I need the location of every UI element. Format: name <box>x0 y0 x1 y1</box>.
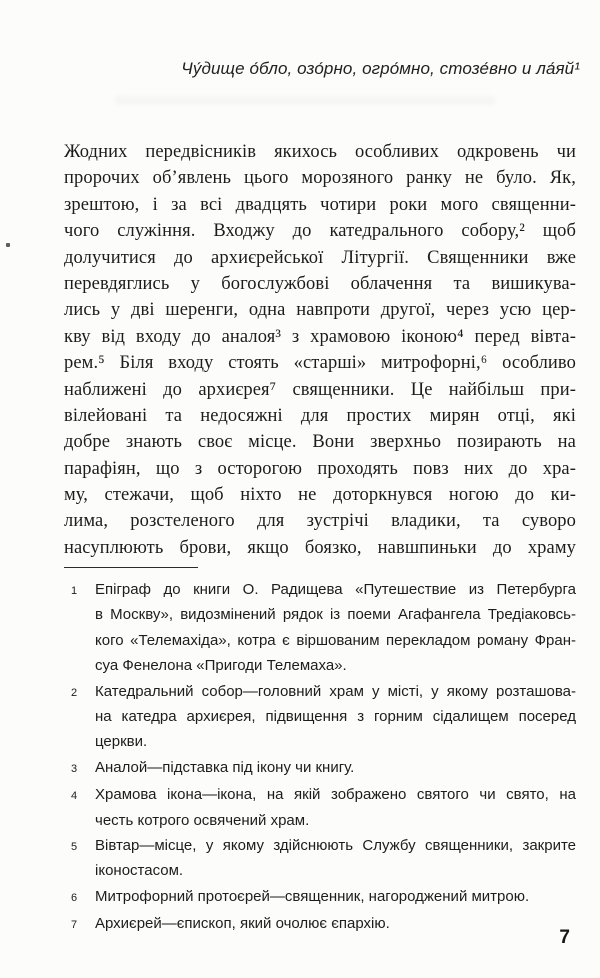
footnote-text <box>95 577 576 679</box>
scan-speck <box>6 243 10 247</box>
footnote-line: іконостасом. <box>95 862 184 880</box>
body-line: чого служіння. Входжу до катедрального собору,² щоб <box>64 221 576 242</box>
footnotes <box>64 577 576 939</box>
footnote-marker: 5 <box>71 841 78 854</box>
body-line: зрештою, і за всі двадцять чотири роки мого священни- <box>64 194 576 215</box>
body-line: рем.⁵ Біля входу стоять «старші» митрофорні,⁶ особливо <box>64 353 576 374</box>
footnote-line: кого «Телемахіда», котра є віршованим перекладом роману Фран- <box>95 631 576 649</box>
footnote-line: Аналой—підставка під ікону чи книгу. <box>95 758 355 776</box>
body-line: добре знають своє місце. Вони зверхньо позирають на <box>64 432 576 453</box>
footnote-separator <box>64 567 198 568</box>
body-line: наближені до архиєрея⁷ священники. Це найбільш при- <box>64 379 576 400</box>
footnote-marker: 2 <box>71 686 78 699</box>
footnote-marker: 6 <box>71 891 78 904</box>
body-line: му, стежачи, щоб ніхто не доторкнувся ногою до ки- <box>64 485 576 506</box>
epigraph: Чу́дище о́бло, озо́рно, огро́мно, стозе́вно и ла́яй¹ <box>181 59 580 78</box>
footnote-text <box>95 679 576 755</box>
footnote-line: Вівтар—місце, у якому здійснюють Службу священники, закрите <box>95 837 576 855</box>
body-line: долучитися до архиєрейської Літургії. Священники вже <box>64 247 576 268</box>
footnote-line: Митрофорний протоєрей—священник, нагороджений митрою. <box>95 887 530 905</box>
footnote-item <box>64 679 576 755</box>
body-line: насуплюють брови, якщо боязко, навшпиньки до храму <box>64 537 576 558</box>
footnote-text <box>95 755 576 780</box>
footnote-marker: 3 <box>71 762 78 775</box>
body-line: перевдяглись у богослужбові облачення та вишикува- <box>64 273 576 294</box>
footnote-item <box>64 833 576 884</box>
body-line: пророчих об’явлень цього морозяного ранку не було. Як, <box>64 168 576 189</box>
page-number: 7 <box>559 927 570 948</box>
footnote-marker: 4 <box>71 790 78 803</box>
footnote-line: Катедральний собор—головний храм у місті, у якому розташова- <box>95 682 576 700</box>
body-line: лима, розстеленого для зустрічі владики, та суворо <box>64 511 576 532</box>
footnote-text <box>95 884 576 909</box>
footnote-line: на катедра архиєрея, підвищення з горним сідалищем посеред <box>95 708 576 726</box>
footnote-line: суа Фенелона «Пригоди Телемаха». <box>95 657 347 675</box>
footnote-line: Епіграф до книги О. Радищева «Путешествие из Петербурга <box>95 581 576 598</box>
footnote-marker: 1 <box>71 585 78 597</box>
footnote-text <box>95 833 576 884</box>
footnote-item <box>64 755 576 782</box>
body-line: лись у дві шеренги, одна навпроти другої, через усю цер- <box>64 300 576 321</box>
footnote-line: церкви. <box>95 733 148 751</box>
footnote-line: в Москву», видозмінений рядок із поеми Агафангела Тредіаковсь- <box>95 606 576 624</box>
footnote-item <box>64 577 576 679</box>
footnote-line: честь котрого освячений храм. <box>95 811 310 829</box>
footnote-item <box>64 782 576 833</box>
footnote-marker: 7 <box>71 919 78 932</box>
body-line: Жодних передвісників якихось особливих одкровень чи <box>64 142 576 162</box>
bleed-through-artifact <box>115 96 495 105</box>
body-line: кву від входу до аналоя³ з храмовою іконою⁴ перед вівта- <box>64 326 576 347</box>
footnote-text <box>95 782 576 833</box>
footnote-item <box>64 884 576 911</box>
body-text <box>64 139 576 561</box>
body-line: вілейовані та недосяжні для простих мирян отці, які <box>64 405 576 426</box>
body-line: парафіян, що з осторогою проходять повз них до хра- <box>64 458 576 479</box>
footnote-line: Храмова ікона—ікона, на якій зображено святого чи свято, на <box>95 786 576 804</box>
footnote-line: Архиєрей—єпископ, який очолює єпархію. <box>95 915 390 933</box>
